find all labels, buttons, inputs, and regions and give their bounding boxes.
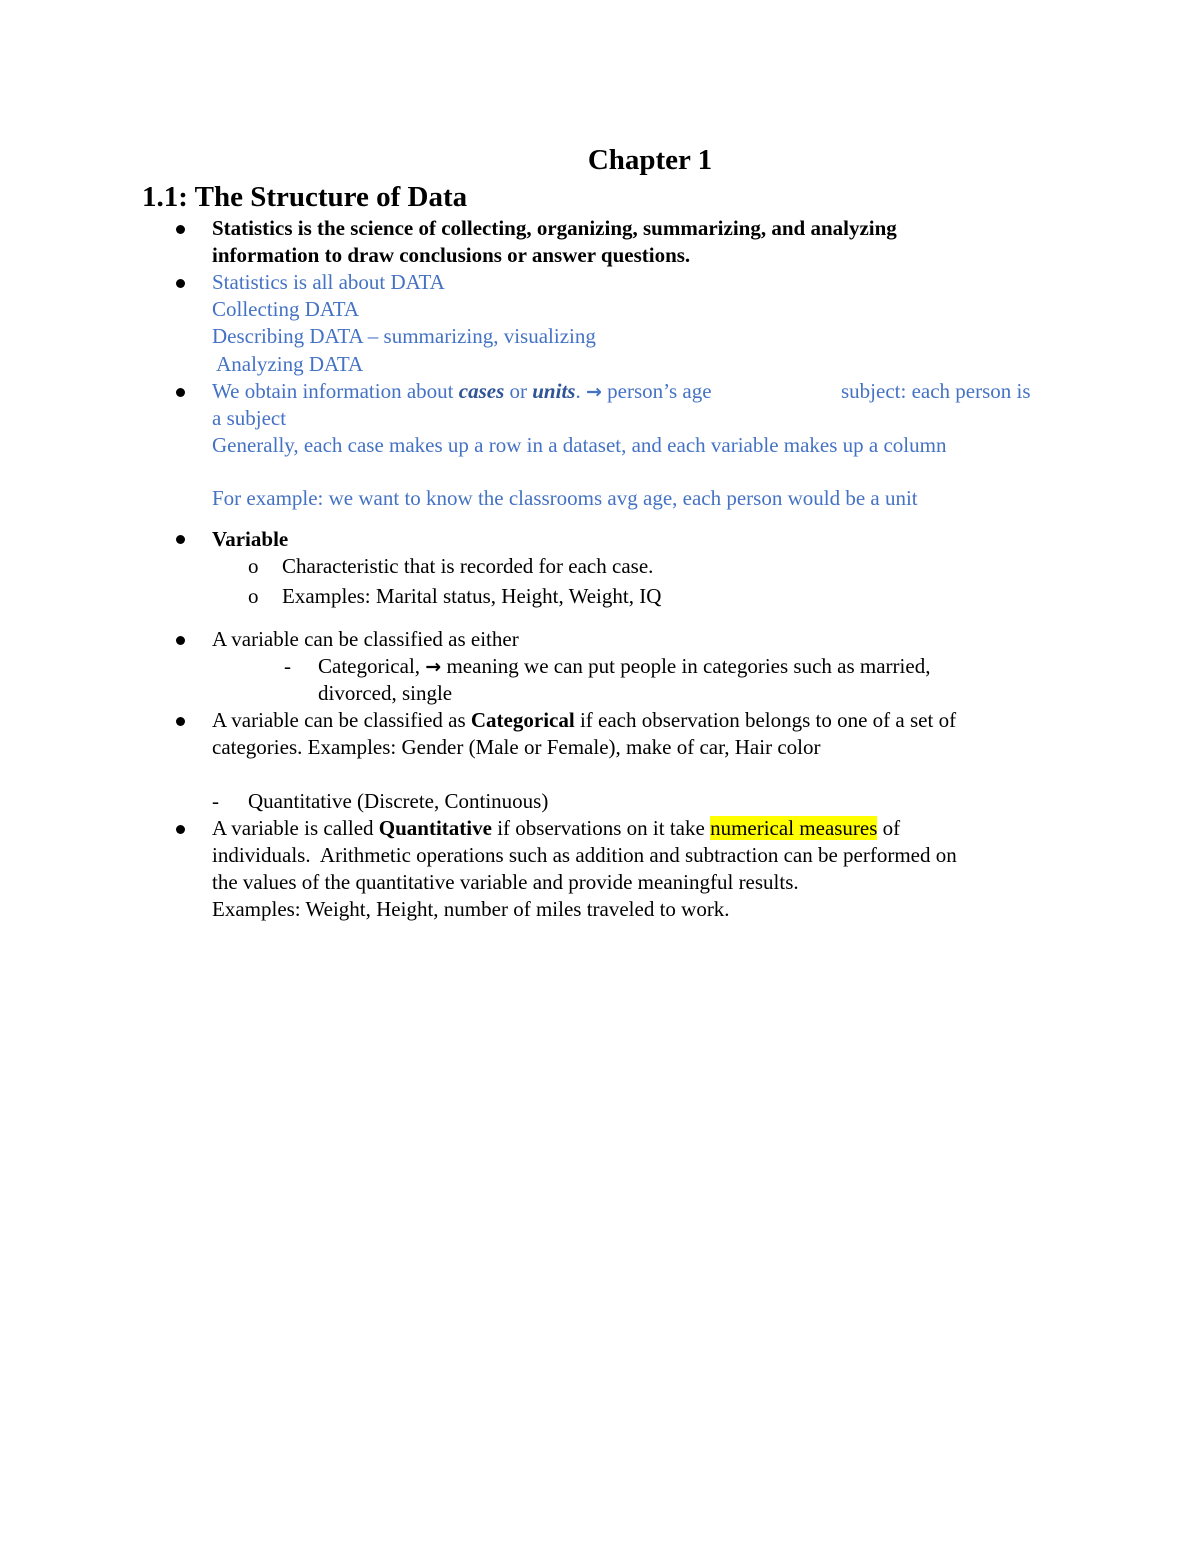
bullet-7-line-1 — [212, 815, 900, 842]
categorical-sub-rest: meaning we can put people in categories such as married, — [441, 654, 931, 678]
units-term: units — [532, 379, 576, 403]
bullet-3-prefix: We obtain information about — [212, 379, 459, 403]
sub-bullet-marker-2: o — [248, 584, 259, 608]
bullet-2-line-1: Statistics is all about DATA — [212, 270, 445, 294]
bullet-2-line-4: Analyzing DATA — [212, 352, 364, 376]
variable-sub-1: Characteristic that is recorded for each case. — [282, 554, 654, 578]
right-arrow-icon: → — [585, 381, 602, 403]
categorical-sub-prefix: Categorical, — [318, 654, 426, 678]
bullet-3-line-4: For example: we want to know the classrooms avg age, each person would be a unit — [212, 486, 918, 510]
variable-sub-2: Examples: Marital status, Height, Weight, IQ — [282, 584, 662, 608]
bullet-3-or: or — [504, 379, 533, 403]
variable-heading: Variable — [212, 527, 289, 551]
bullet-7-prefix: A variable is called — [212, 816, 379, 840]
bullet-7-mid: if observations on it take — [491, 816, 711, 840]
sub-bullet-marker-1: o — [248, 554, 259, 578]
bullet-7-end: of — [877, 816, 901, 840]
bullet-2-line-2: Collecting DATA — [212, 297, 360, 321]
bullet-5-dot — [176, 636, 185, 645]
bullet-2-dot — [176, 279, 185, 288]
bullet-7-line-3: the values of the quantitative variable and provide meaningful results. — [212, 870, 799, 894]
bullet-1-line-2: information to draw conclusions or answer questions. — [212, 243, 691, 267]
right-arrow-icon: → — [425, 656, 442, 678]
bullet-4-dot — [176, 535, 185, 544]
bullet-7-line-2: individuals. Arithmetic operations such as addition and subtraction can be performed on — [212, 843, 957, 867]
quantitative-sub: Quantitative (Discrete, Continuous) — [248, 789, 549, 813]
bullet-3-line-3: Generally, each case makes up a row in a dataset, and each variable makes up a column — [212, 433, 947, 457]
bullet-6-line-1 — [212, 707, 956, 734]
categorical-sub-line-2: divorced, single — [318, 681, 453, 705]
cases-term: cases — [458, 379, 505, 403]
bullet-1-dot — [176, 225, 185, 234]
bullet-3-line-2: a subject — [212, 406, 287, 430]
bullet-2-line-3: Describing DATA – summarizing, visualizing — [212, 324, 596, 348]
section-title: 1.1: The Structure of Data — [142, 181, 468, 213]
quantitative-term: Quantitative — [378, 816, 492, 840]
bullet-3-period: . — [575, 379, 586, 403]
bullet-6-prefix: A variable can be classified as — [212, 708, 471, 732]
categorical-sub-line-1 — [318, 653, 930, 681]
bullet-6-line-2: categories. Examples: Gender (Male or Female), make of car, Hair color — [212, 735, 821, 759]
bullet-6-dot — [176, 717, 185, 726]
highlighted-numerical-measures: numerical measures — [710, 816, 878, 840]
bullet-7-line-4: Examples: Weight, Height, number of miles traveled to work. — [212, 897, 730, 921]
categorical-term: Categorical — [470, 708, 575, 732]
dash-marker-1: - — [284, 654, 291, 678]
bullet-3-age: person’s age — [601, 379, 712, 403]
chapter-title: Chapter 1 — [587, 144, 713, 176]
bullet-5-line-1: A variable can be classified as either — [212, 627, 519, 651]
bullet-7-dot — [176, 825, 185, 834]
bullet-3-line-1 — [212, 378, 712, 406]
bullet-3-dot — [176, 388, 185, 397]
dash-marker-2: - — [212, 789, 219, 813]
bullet-1-line-1: Statistics is the science of collecting, organizing, summarizing, and analyzing — [212, 216, 897, 240]
bullet-3-subject: subject: each person is — [841, 379, 1031, 403]
bullet-6-rest: if each observation belongs to one of a set of — [574, 708, 957, 732]
